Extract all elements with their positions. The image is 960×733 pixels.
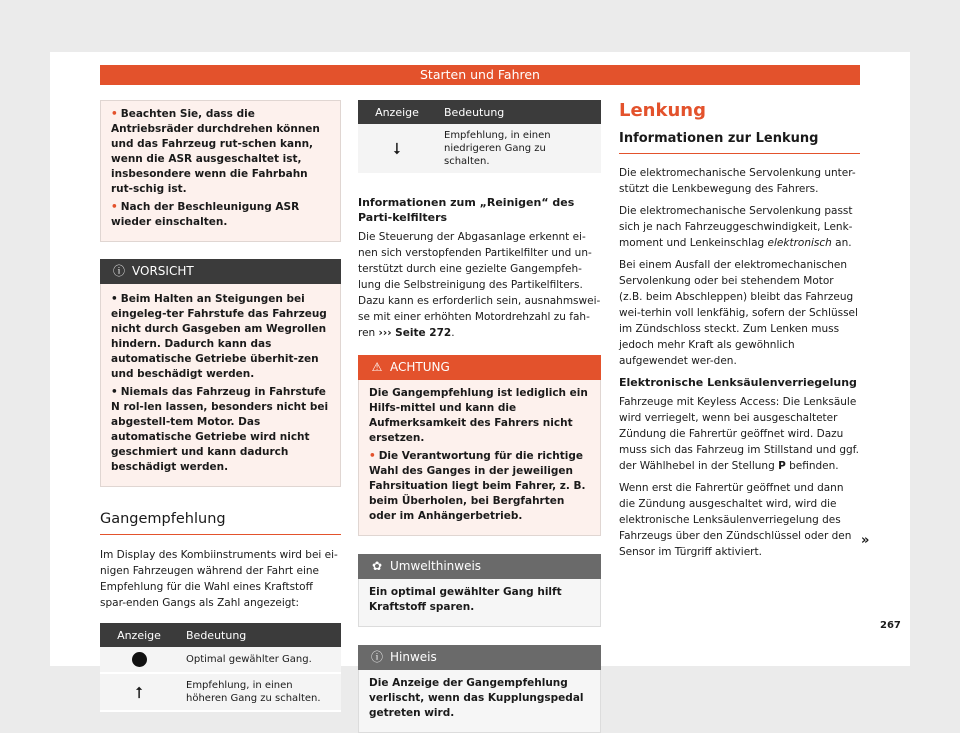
bullet-icon: •	[369, 450, 376, 462]
warning-continuation-box	[100, 100, 341, 242]
info-circle-icon: ⓘ	[112, 264, 125, 278]
column-header-anzeige: Anzeige	[358, 100, 436, 124]
column-header-bedeutung: Bedeutung	[178, 623, 341, 647]
achtung-header: ⚠ ACHTUNG	[358, 355, 601, 380]
symbol-cell	[100, 647, 178, 673]
subheading-lenksaeulenverriegelung: Elektronische Lenksäulenverriegelung	[619, 376, 857, 389]
symbol-cell	[358, 124, 436, 174]
vorsicht-header: ⓘ VORSICHT	[100, 259, 341, 284]
indicator-table	[100, 623, 341, 712]
section-title-informationen: Informationen zur Lenkung	[619, 131, 860, 154]
bullet-item: • Beachten Sie, dass die Antriebsräder durchdrehen können und das Fahrzeug rut-schen kann, wenn die ASR ausgeschaltet ist, insbesondere wenn die Fahrbahn rut-schig ist.	[111, 108, 320, 195]
umwelthinweis-box	[358, 554, 601, 627]
bullet-icon: •	[111, 108, 118, 120]
lenkung-paragraph: Die elektromechanische Servolenkung passt sich je nach Fahrzeuggeschwindigkeit, Lenk-moment und Lenkeinschlag elektronisch an.	[619, 205, 853, 249]
achtung-box	[358, 355, 601, 536]
bullet-item: • Beim Halten an Steigungen bei eingeleg-ter Fahrstufe das Fahrzeug nicht durch Gasgeben am Wegrollen hindern. Dadurch kann das automatische Getriebe überhit-zen und beschädigt werden.	[111, 293, 327, 380]
vorsicht-box	[100, 259, 341, 487]
partikelfilter-paragraph: Die Steuerung der Abgasanlage erkennt ei-nen sich verstopfenden Partikelfilter und un-terstützt durch eine gezielte Gangempfeh-lung die Selbstreinigung des Partikelfilters. Dazu kann es erforderlich sein, ausnahmswei-se mit einer erhöhten Motordrehzahl zu fah-ren ››› Seite 272.	[358, 231, 601, 339]
bullet-icon: •	[111, 293, 118, 305]
column-header-anzeige: Anzeige	[100, 623, 178, 647]
section-title-gangempfehlung: Gangempfehlung	[100, 511, 341, 535]
arrow-up-icon: ⭡	[135, 682, 143, 702]
bullet-icon: •	[111, 201, 118, 213]
column-left	[100, 100, 341, 712]
meaning-cell: Empfehlung, in einen höheren Gang zu schalten.	[178, 673, 341, 711]
hinweis-header: ⓘ Hinweis	[358, 645, 601, 670]
indicator-table	[358, 100, 601, 175]
bullet-item: • Niemals das Fahrzeug in Fahrstufe N rol-len lassen, besonders nicht bei abgestell-tem Motor. Das automatische Getriebe wird nicht geschmiert und kann dadurch beschädigt werden.	[111, 386, 329, 473]
chapter-header: Starten und Fahren	[100, 65, 860, 85]
table-row	[358, 124, 601, 174]
subheading-partikelfilter: Informationen zum „Reinigen“ des Parti-kelfilters	[358, 196, 575, 224]
gangempfehlung-paragraph: Im Display des Kombiinstruments wird bei ei-nigen Fahrzeugen während der Fahrt eine Empfehlung für die Wahl eines Kraftstoff spar-enden Gangs als Zahl angezeigt:	[100, 549, 338, 609]
table-row	[100, 647, 341, 673]
warning-triangle-icon: ⚠	[371, 360, 383, 374]
table-header-row	[100, 623, 341, 647]
hinweis-box	[358, 645, 601, 733]
table-row	[100, 673, 341, 711]
meaning-cell: Optimal gewählter Gang.	[178, 647, 341, 673]
symbol-cell	[100, 673, 178, 711]
filled-circle-icon	[132, 652, 147, 667]
meaning-cell: Empfehlung, in einen niedrigeren Gang zu schalten.	[436, 124, 601, 174]
hinweis-text: Die Anzeige der Gangempfehlung verlischt, wenn das Kupplungspedal getreten wird.	[369, 677, 584, 719]
umwelthinweis-text: Ein optimal gewählter Gang hilft Kraftstoff sparen.	[369, 586, 562, 613]
umwelthinweis-header: ✿ Umwelthinweis	[358, 554, 601, 579]
column-header-bedeutung: Bedeutung	[436, 100, 601, 124]
lenkung-paragraph: Wenn erst die Fahrertür geöffnet und dann die Zündung ausgeschaltet wird, wird die elektronische Lenksäulenverriegelung des Fahrzeugs über den Zündschlüssel oder den Sensor im Türgriff aktiviert.	[619, 482, 852, 558]
page-reference-link[interactable]: ››› Seite 272	[378, 327, 452, 339]
bullet-icon: •	[111, 386, 118, 398]
achtung-lead: Die Gangempfehlung ist lediglich ein Hilfs-mittel und kann die Aufmerksamkeit des Fahrers nicht ersetzen.	[369, 387, 588, 444]
chapter-title-lenkung: Lenkung	[619, 100, 706, 121]
lenkung-paragraph: Fahrzeuge mit Keyless Access: Die Lenksäule wird verriegelt, wenn bei ausgeschalteter Zündung die Fahrertür geöffnet wird. Dazu muss sich das Fahrzeug im Stillstand und ggf. der Wählhebel in der Stellung P befinden.	[619, 396, 859, 472]
table-header-row	[358, 100, 601, 124]
info-square-icon: ⓘ	[370, 650, 383, 664]
arrow-down-icon: ⭣	[393, 139, 401, 158]
column-right	[619, 100, 860, 566]
bullet-item: • Die Verantwortung für die richtige Wahl des Ganges in der jeweiligen Fahrsituation liegt beim Fahrer, z. B. beim Überholen, bei Bergfahrten oder im Anhängerbetrieb.	[369, 450, 586, 522]
environment-flower-icon: ✿	[371, 559, 383, 573]
lenkung-paragraph: Die elektromechanische Servolenkung unter-stützt die Lenkbewegung des Fahrers.	[619, 167, 856, 195]
bullet-item: • Nach der Beschleunigung ASR wieder einschalten.	[111, 201, 300, 228]
continue-mark: »	[861, 533, 870, 548]
lenkung-paragraph: Bei einem Ausfall der elektromechanischen Servolenkung oder bei stehendem Motor (z.B. beim Abschleppen) bleibt das Fahrzeug wei-terhin voll lenkfähig, sofern der Schlüssel im Zündschloss steckt. Zum Lenken muss jedoch mehr Kraft als gewöhnlich aufgewendet wer-den.	[619, 259, 858, 367]
page-number: 267	[880, 620, 901, 631]
column-middle	[358, 100, 601, 733]
